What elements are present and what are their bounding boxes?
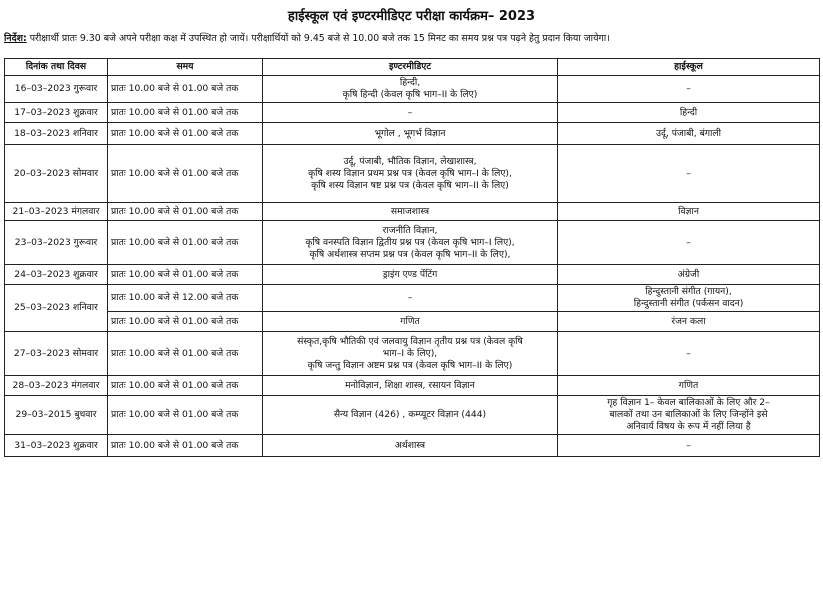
- subject-line: सैन्य विज्ञान (426) , कम्प्यूटर विज्ञान (444): [333, 409, 487, 420]
- cell-time: प्रातः 10.00 बजे से 01.00 बजे तक: [108, 203, 263, 221]
- header-time: समय: [108, 59, 263, 76]
- cell-highschool: [558, 435, 820, 457]
- table-row: [5, 396, 820, 435]
- cell-time: प्रातः 10.00 बजे से 01.00 बजे तक: [108, 103, 263, 123]
- subject-line: अर्थशास्त्र: [394, 439, 426, 451]
- cell-date: 21–03–2023 मंगलवार: [5, 203, 108, 221]
- subject-line: कृषि अर्थशास्त्र सप्तम प्रश्न पत्र (केवल कृषि भाग–II के लिए),: [309, 248, 511, 260]
- cell-intermediate: [263, 103, 558, 123]
- cell-intermediate: [263, 396, 558, 435]
- cell-date: 23–03–2023 गुरूवार: [5, 221, 108, 265]
- cell-intermediate: [263, 145, 558, 203]
- cell-highschool: [558, 312, 820, 332]
- cell-date: 20–03–2023 सोमवार: [5, 145, 108, 203]
- table-row: [5, 76, 820, 103]
- cell-time: प्रातः 10.00 बजे से 01.00 बजे तक: [108, 221, 263, 265]
- subject-line: कृषि शस्य विज्ञान षष्ट प्रश्न पत्र (केवल कृषि भाग–II के लिए): [311, 179, 509, 191]
- cell-highschool: [558, 76, 820, 103]
- subject-line: हिन्दी,: [399, 77, 421, 88]
- subject-line: मनोविज्ञान, शिक्षा शास्त्र, रसायन विज्ञान: [345, 379, 475, 391]
- header-date: दिनांक तथा दिवस: [5, 59, 108, 76]
- cell-intermediate: [263, 221, 558, 265]
- cell-time: प्रातः 10.00 बजे से 01.00 बजे तक: [108, 312, 263, 332]
- instructions-label: निर्देश:: [4, 33, 27, 44]
- table-row: [5, 221, 820, 265]
- cell-time: प्रातः 10.00 बजे से 01.00 बजे तक: [108, 123, 263, 145]
- cell-date: 31–03–2023 शुक्रवार: [5, 435, 108, 457]
- subject-line: –: [407, 106, 413, 118]
- cell-date: 18–03–2023 शनिवार: [5, 123, 108, 145]
- subject-line: भूगोल , भूगर्भ विज्ञान: [374, 127, 446, 139]
- cell-highschool: [558, 396, 820, 435]
- subject-line: कृषि शस्य विज्ञान प्रथम प्रश्न पत्र (केवल कृषि भाग–I के लिए),: [308, 167, 512, 179]
- cell-time: प्रातः 10.00 बजे से 12.00 बजे तक: [108, 285, 263, 312]
- cell-intermediate: [263, 285, 558, 312]
- subject-line: कृषि जन्तु विज्ञान अष्टम प्रश्न पत्र (केवल कृषि भाग–II के लिए): [307, 359, 513, 371]
- subject-line: विज्ञान: [678, 205, 699, 217]
- cell-time: प्रातः 10.00 बजे से 01.00 बजे तक: [108, 265, 263, 285]
- page-title: हाईस्कूल एवं इण्टरमीडिएट परीक्षा कार्यक्रम– 2023: [287, 9, 536, 24]
- cell-date: 27–03–2023 सोमवार: [5, 332, 108, 376]
- cell-intermediate: [263, 376, 558, 396]
- cell-date: 28–03–2023 मंगलवार: [5, 376, 108, 396]
- table-row: [5, 376, 820, 396]
- cell-time: प्रातः 10.00 बजे से 01.00 बजे तक: [108, 76, 263, 103]
- cell-intermediate: [263, 312, 558, 332]
- subject-line: अंग्रेजी: [677, 268, 700, 280]
- cell-highschool: [558, 265, 820, 285]
- cell-time: प्रातः 10.00 बजे से 01.00 बजे तक: [108, 145, 263, 203]
- cell-time: प्रातः 10.00 बजे से 01.00 बजे तक: [108, 435, 263, 457]
- cell-intermediate: [263, 435, 558, 457]
- subject-line: उर्दू, पंजाबी, भौतिक विज्ञान, लेखाशास्त्र,: [343, 155, 477, 167]
- instructions-text: परीक्षार्थी प्रातः 9.30 बजे अपने परीक्षा कक्ष में उपस्थित हो जायें। परीक्षार्थियों को 9.45 बजे से 10.00 बजे तक 15 मिनट का समय प्रश्न पत्र पढ़ने हेतु प्रदान किया जायेगा।: [29, 33, 610, 44]
- subject-line: गणित: [678, 379, 699, 391]
- subject-line: राजनीति विज्ञान,: [382, 224, 438, 236]
- table-row: [5, 435, 820, 457]
- table-row: [5, 285, 820, 312]
- subject-line: –: [686, 439, 691, 451]
- table-row: [5, 145, 820, 203]
- subject-line: कृषि हिन्दी (केवल कृषि भाग–II के लिए): [342, 89, 478, 100]
- instructions-line: [4, 31, 819, 44]
- subject-line: हिन्दुस्तानी संगीत (गायन),: [645, 286, 732, 297]
- cell-intermediate: [263, 123, 558, 145]
- subject-line: गृह विज्ञान 1– केवल बालिकाओं के लिए और 2–: [607, 397, 770, 408]
- subject-line: –: [686, 167, 691, 179]
- cell-time: प्रातः 10.00 बजे से 01.00 बजे तक: [108, 396, 263, 435]
- subject-line: संस्कृत,कृषि भौतिकी एवं जलवायु विज्ञान तृतीय प्रश्न पत्र (केवल कृषि: [297, 335, 523, 347]
- cell-highschool: [558, 221, 820, 265]
- table-row: [5, 103, 820, 123]
- cell-highschool: [558, 376, 820, 396]
- table-body: [5, 76, 820, 457]
- cell-highschool: [558, 203, 820, 221]
- subject-line: उर्दू, पंजाबी, बंगाली: [655, 127, 722, 139]
- subject-line: रंजन कला: [671, 315, 706, 327]
- cell-highschool: [558, 103, 820, 123]
- header-intermediate: इण्टरमीडिएट: [263, 59, 558, 76]
- subject-line: गणित: [400, 315, 420, 327]
- subject-line: कृषि वनस्पति विज्ञान द्वितीय प्रश्न पत्र (केवल कृषि भाग–I लिए),: [305, 236, 515, 248]
- table-header-row: [5, 59, 820, 76]
- table-row: [5, 312, 820, 332]
- cell-intermediate: [263, 203, 558, 221]
- subject-line: –: [686, 83, 691, 94]
- subject-line: –: [686, 347, 691, 359]
- cell-date: 16–03–2023 गुरूवार: [5, 76, 108, 103]
- table-row: [5, 332, 820, 376]
- subject-line: बालकों तथा उन बालिकाओं के लिए जिन्होंने इसे: [609, 409, 768, 420]
- subject-line: ड्राइंग एण्ड पेंटिंग: [382, 268, 438, 280]
- subject-line: समाजशास्त्र: [390, 205, 430, 217]
- cell-time: प्रातः 10.00 बजे से 01.00 बजे तक: [108, 376, 263, 396]
- cell-intermediate: [263, 265, 558, 285]
- cell-date: 24–03–2023 शुक्रवार: [5, 265, 108, 285]
- table-row: [5, 123, 820, 145]
- cell-highschool: [558, 332, 820, 376]
- table-row: [5, 203, 820, 221]
- cell-time: प्रातः 10.00 बजे से 01.00 बजे तक: [108, 332, 263, 376]
- cell-intermediate: [263, 76, 558, 103]
- subject-line: भाग–I के लिए),: [382, 347, 438, 359]
- cell-date: 25–03–2023 शनिवार: [5, 285, 108, 332]
- cell-date: 17–03–2023 शुक्रवार: [5, 103, 108, 123]
- cell-highschool: [558, 285, 820, 312]
- subject-line: –: [686, 236, 691, 248]
- subject-line: हिन्दी: [679, 106, 698, 118]
- table-row: [5, 265, 820, 285]
- cell-highschool: [558, 123, 820, 145]
- subject-line: अनिवार्य विषय के रूप में नहीं लिया है: [626, 421, 751, 432]
- subject-line: –: [407, 292, 413, 303]
- header-highschool: हाईस्कूल: [558, 59, 820, 76]
- cell-date: 29–03–2015 बुधवार: [5, 396, 108, 435]
- cell-highschool: [558, 145, 820, 203]
- cell-intermediate: [263, 332, 558, 376]
- exam-schedule-table: [4, 58, 820, 457]
- subject-line: हिन्दुस्तानी संगीत (पर्कसन वादन): [633, 298, 744, 309]
